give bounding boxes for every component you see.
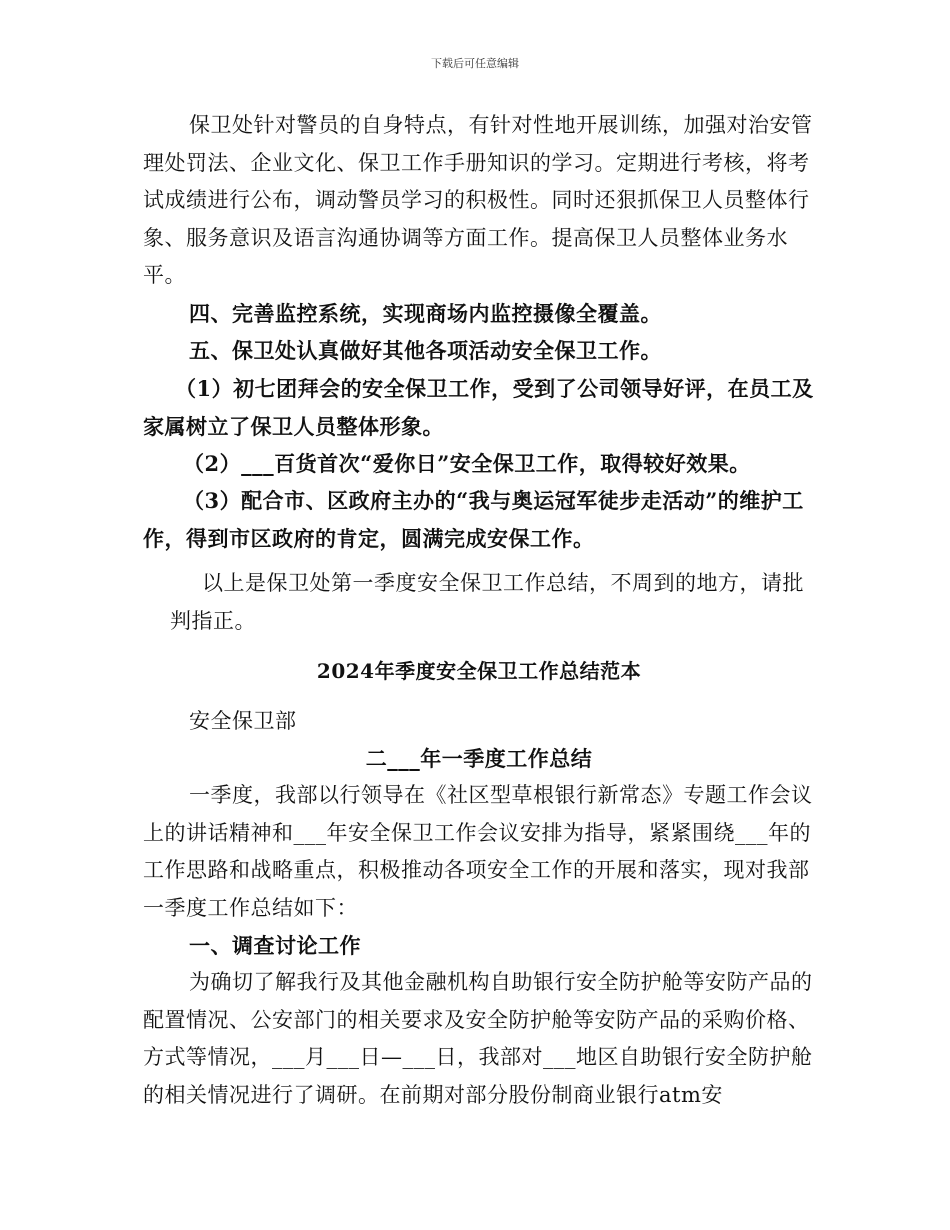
heading-other-activities: 五、保卫处认真做好其他各项活动安全保卫工作。	[189, 338, 662, 363]
list-item-1: （1）初七团拜会的安全保卫工作，受到了公司领导好评，在员工及家属树立了保卫人员整体形象。	[143, 376, 814, 439]
document-subtitle: 二___年一季度工作总结	[365, 746, 593, 771]
department-name: 安全保卫部	[189, 709, 297, 733]
paragraph-training: 保卫处针对警员的自身特点，有针对性地开展训练，加强对治安管理处罚法、企业文化、保卫工作手册知识的学习。定期进行考核，将考试成绩进行公布，调动警员学习的积极性。同时还狠抓保卫人员整体行象、服务意识及语言沟通协调等方面工作。提高保卫人员整体业务水平。	[143, 113, 813, 287]
list-item-2: （2）___百货首次“爱你日”安全保卫工作，取得较好效果。	[183, 451, 751, 476]
research-paragraph: 为确切了解我行及其他金融机构自助银行安全防护舱等安防产品的配置情况、公安部门的相关要求及安全防护舱等安防产品的采购价格、方式等情况，___月___日—___日，我部对___地区自助银行安全防护舱的相关情况进行了调研。在前期对部分股份制商业银行atm安	[143, 970, 813, 1107]
section-heading-research: 一、调查讨论工作	[189, 933, 361, 958]
heading-monitoring: 四、完善监控系统，实现商场内监控摄像全覆盖。	[189, 301, 662, 326]
list-item-3: （3）配合市、区政府主办的“我与奥运冠军徒步走活动”的维护工作，得到市区政府的肯定，圆满完成安保工作。	[143, 488, 804, 551]
page-header: 下载后可任意编辑	[431, 57, 519, 70]
intro-paragraph: 一季度，我部以行领导在《社区型草根银行新常态》专题工作会议上的讲话精神和___年安全保卫工作会议安排为指导，紧紧围绕___年的工作思路和战略重点，积极推动各项安全工作的开展和落实，现对我部一季度工作总结如下：	[143, 783, 813, 920]
closing-remark: 以上是保卫处第一季度安全保卫工作总结，不周到的地方，请批判指正。	[170, 571, 804, 633]
document-title: 2024年季度安全保卫工作总结范本	[316, 659, 642, 683]
